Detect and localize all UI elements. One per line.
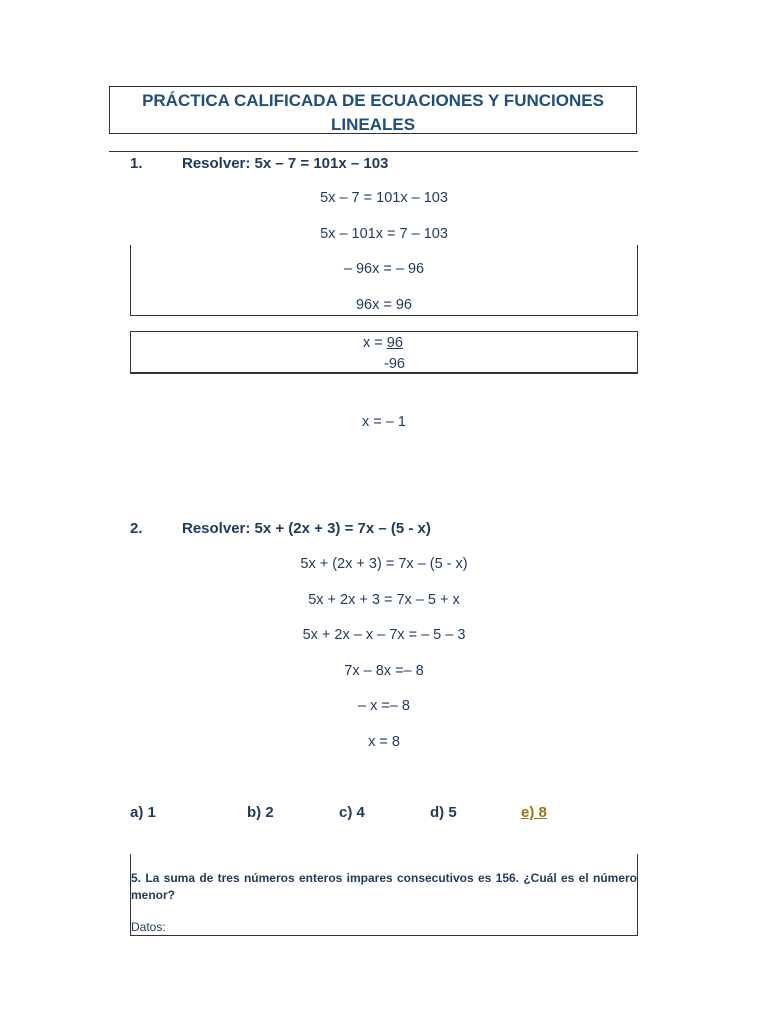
problem-1-number: 1. xyxy=(130,155,143,172)
problem-2-prompt: Resolver: 5x + (2x + 3) = 7x – (5 - x) xyxy=(182,520,431,537)
problem-2-step: 5x + 2x + 3 = 7x – 5 + x xyxy=(308,592,460,608)
problem-1-step: 5x – 7 = 101x – 103 xyxy=(320,190,448,206)
divider xyxy=(109,151,638,152)
problem-1-fraction xyxy=(363,335,403,351)
problem-2-step: 5x + 2x – x – 7x = – 5 – 3 xyxy=(302,627,466,643)
problem-1-step: 96x = 96 xyxy=(355,297,413,313)
option-b: b) 2 xyxy=(247,804,274,821)
fraction-prefix: x = xyxy=(363,335,387,351)
problem-2-step: x = 8 xyxy=(368,734,400,750)
option-d: d) 5 xyxy=(430,804,457,821)
datos-label: Datos: xyxy=(131,920,166,934)
option-e-correct: e) 8 xyxy=(521,804,547,821)
option-a: a) 1 xyxy=(130,804,156,821)
problem-1-step: 5x – 101x = 7 – 103 xyxy=(320,226,448,242)
problem-2-step: 5x + (2x + 3) = 7x – (5 - x) xyxy=(300,556,468,572)
problem-2-step: – x =– 8 xyxy=(358,698,410,714)
problem-1-step: – 96x = – 96 xyxy=(343,261,425,277)
fraction-numerator: 96 xyxy=(386,335,403,351)
page-title: PRÁCTICA CALIFICADA DE ECUACIONES Y FUNCIONES LINEALES xyxy=(109,86,637,134)
problem-1-result: x = – 1 xyxy=(362,414,406,430)
option-c: c) 4 xyxy=(339,804,365,821)
problem-2-number: 2. xyxy=(130,520,143,537)
fraction-denominator: -96 xyxy=(384,356,405,372)
problem-1-prompt: Resolver: 5x – 7 = 101x – 103 xyxy=(182,155,389,172)
problem-2-step: 7x – 8x =– 8 xyxy=(344,663,424,679)
problem-5-text: 5. La suma de tres números enteros impares consecutivos es 156. ¿Cuál es el número menor? xyxy=(131,871,637,902)
